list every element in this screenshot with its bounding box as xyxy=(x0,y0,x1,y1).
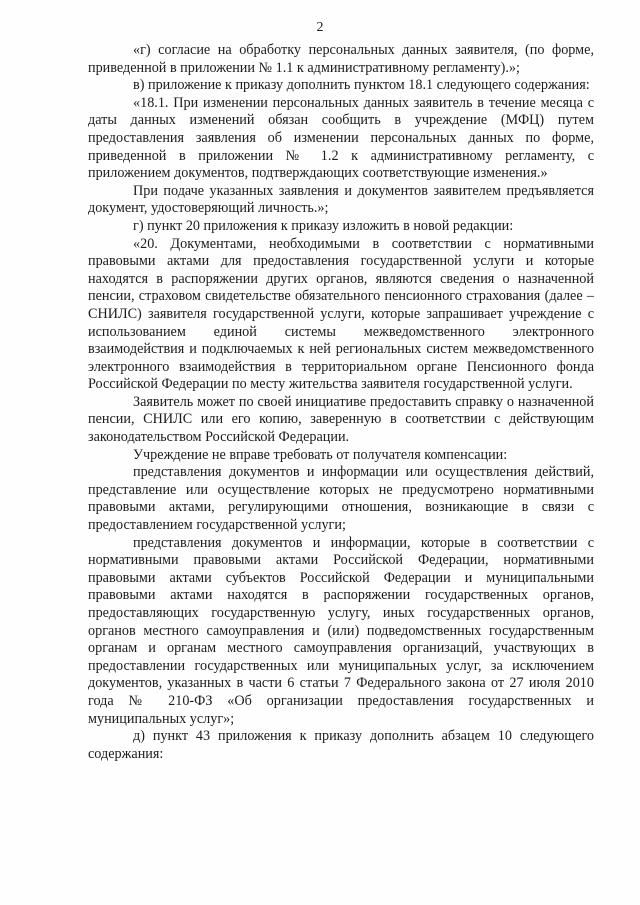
paragraph-clause-18-1: «18.1. При изменении персональных данных заявитель в течение месяца с даты данных изменений обязан сообщить в учреждение (МФЦ) путем предоставления заявления об изменении персональных данных по форме, приведенной в приложении № 1.2 к административному регламенту, с приложением документов, подтверждающих соответствующие изменения.» xyxy=(88,94,594,182)
paragraph-clause-20: «20. Документами, необходимыми в соответствии с нормативными правовыми актами для предоставления государственной услуги и которые находятся в распоряжении других органов, являются сведения о назначенной пенсии, страховом свидетельстве обязательного пенсионного страхования (далее – СНИЛС) заявителя государственной услуги, которые запрашивает учреждение с использованием единой системы межведомственного электронного взаимодействия и подключаемых к ней региональных систем межведомственного электронного взаимодействия в территориальном органе Пенсионного фонда Российской Федерации по месту жительства заявителя государственной услуги. xyxy=(88,235,594,393)
paragraph-identity-document: При подаче указанных заявления и документов заявителем предъявляется документ, удостоверяющий личность.»; xyxy=(88,182,594,217)
paragraph-applicant-initiative: Заявитель может по своей инициативе предоставить справку о назначенной пенсии, СНИЛС или его копию, заверенную в соответствии с действующим законодательством Российской Федерации. xyxy=(88,393,594,446)
paragraph-amendment-g: г) пункт 20 приложения к приказу изложить в новой редакции: xyxy=(133,217,514,234)
paragraph-restriction-2: представления документов и информации, которые в соответствии с нормативными правовыми актами Российской Федерации, нормативными правовыми актами субъектов Российской Федерации и муниципальными правовыми актами находятся в распоряжении государственных органов, предоставляющих государственную услугу, иных государственных органов, органов местного самоуправления и (или) подведомственных государственным органам и органам местного самоуправления организаций, участвующих в предоставлении государственных или муниципальных услуг, за исключением документов, указанных в части 6 статьи 7 Федерального закона от 27 июля 2010 года № 210-ФЗ «Об организации предоставления государственных и муниципальных услуг»; xyxy=(88,534,594,727)
page-number: 2 xyxy=(316,20,324,35)
paragraph-institution-restriction: Учреждение не вправе требовать от получателя компенсации: xyxy=(133,446,508,463)
paragraph-amendment-v: в) приложение к приказу дополнить пунктом 18.1 следующего содержания: xyxy=(133,77,590,94)
document-body xyxy=(88,42,594,763)
paragraph-amendment-d: д) пункт 43 приложения к приказу дополнить абзацем 10 следующего содержания: xyxy=(88,728,594,762)
paragraph-restriction-1: представления документов и информации или осуществления действий, представление или осуществление которых не предусмотрено нормативными правовыми актами, регулирующими отношения, возникающие в связи с предоставлением государственной услуги; xyxy=(88,464,594,534)
paragraph-consent-item-g: «г) согласие на обработку персональных данных заявителя, (по форме, приведенной в приложении № 1.1 к административному регламенту).»; xyxy=(88,42,594,76)
